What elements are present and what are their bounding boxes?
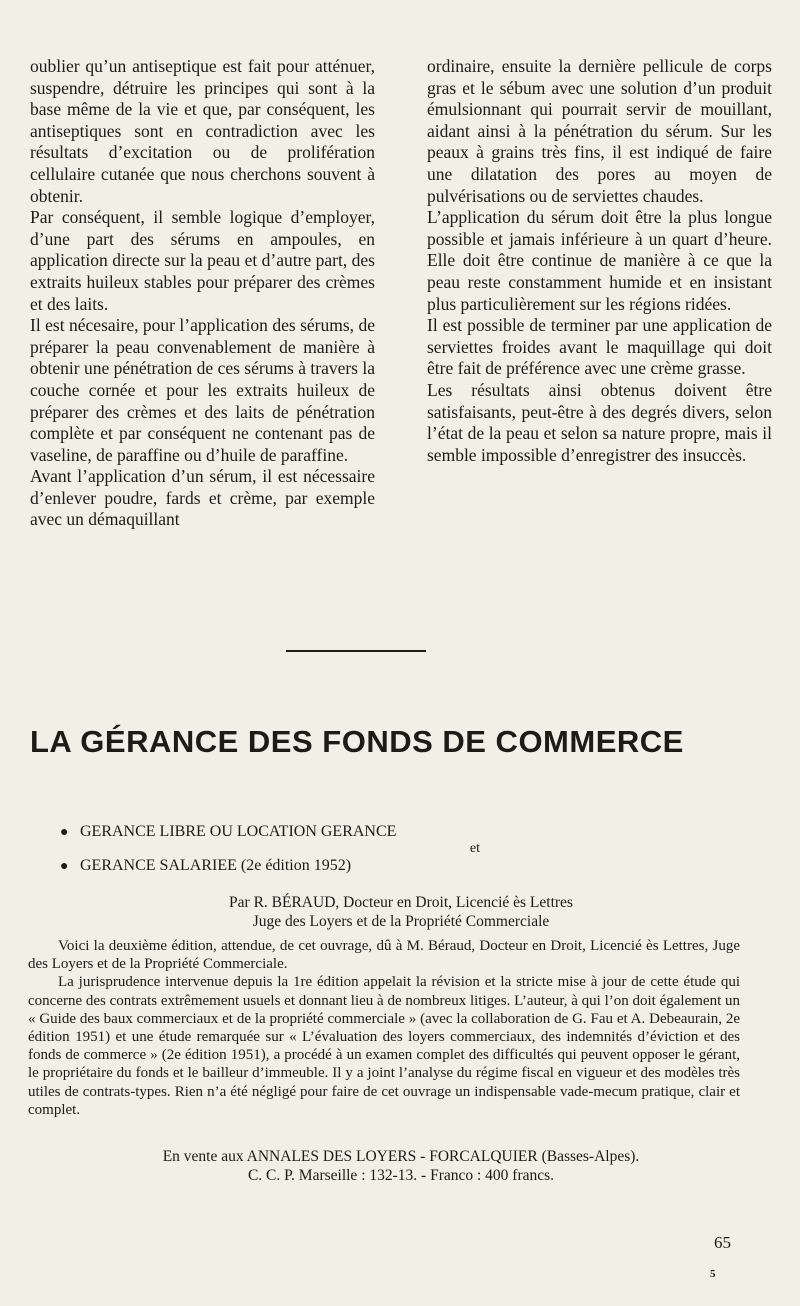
- section-divider: [286, 650, 426, 652]
- sale-line-1: En vente aux ANNALES DES LOYERS - FORCALQUIER (Basses-Alpes).: [162, 1148, 640, 1165]
- bullet-text-2: GERANCE SALARIEE (2e édition 1952): [80, 857, 352, 874]
- right-paragraph-4: Les résultats ainsi obtenus doivent être satisfaisants, peut-être à des degrés divers, selon l’état de la peau et selon sa nature propre, mais il semble impossible d’enregistrer des insuccès.: [427, 379, 772, 465]
- sale-info: [30, 1147, 772, 1185]
- author-line-1: Par R. BÉRAUD, Docteur en Droit, Licencié ès Lettres: [229, 894, 573, 911]
- right-column: [427, 56, 772, 531]
- left-paragraph-2: Par conséquent, il semble logique d’employer, d’une part des sérums en ampoules, en application directe sur la peau et d’autre part, des extraits huileux stables pour préparer des crèmes et des laits.: [30, 207, 375, 314]
- right-paragraph-2: L’application du sérum doit être la plus longue possible et jamais inférieure à un quart d’heure. Elle doit être continue de manière à ce que la peau reste constamment humide et en insistant plus particulièrement sur les régions ridées.: [427, 207, 772, 314]
- author-line-2: Juge des Loyers et de la Propriété Commerciale: [252, 913, 550, 930]
- bullet-icon: ●: [60, 825, 69, 840]
- bullet-text-1: GERANCE LIBRE OU LOCATION GERANCE: [80, 823, 397, 840]
- conjunction-et: et: [469, 841, 480, 856]
- page-number: 65: [714, 1233, 731, 1252]
- left-paragraph-3: Il est nécesaire, pour l’application des sérums, de préparer la peau convenablement de manière à obtenir une pénétration de ces sérums à travers la couche cornée et pour les extraits huileux de préparer des crèmes et des laits de pénétration complète et par conséquent ne contenant pas de vaseline, de paraffine ou d’huile de paraffine.: [30, 315, 376, 465]
- review-body: [28, 937, 740, 1119]
- review-paragraph-1: Voici la deuxième édition, attendue, de cet ouvrage, dû à M. Béraud, Docteur en Droit, Licencié ès Lettres, Juge des Loyers et de la Propriété Commerciale.: [28, 938, 740, 973]
- signature-mark: 5: [710, 1268, 716, 1280]
- two-column-article: [30, 56, 772, 531]
- review-title: LA GÉRANCE DES FONDS DE COMMERCE: [30, 724, 684, 759]
- list-item: [60, 856, 740, 876]
- left-paragraph-4: Avant l’application d’un sérum, il est nécessaire d’enlever poudre, fards et crème, par exemple avec un démaquillant: [30, 466, 375, 530]
- sale-line-2: C. C. P. Marseille : 132-13. - Franco : 400 francs.: [247, 1167, 555, 1184]
- bullet-icon: ●: [60, 859, 69, 874]
- author-block: [30, 893, 772, 931]
- list-item: [60, 822, 740, 842]
- right-paragraph-3: Il est possible de terminer par une application de serviettes froides avant le maquillage qui doit être fait de préférence avec une crème grasse.: [427, 315, 772, 379]
- right-paragraph-1: ordinaire, ensuite la dernière pellicule de corps gras et le sébum avec une solution d’un produit émulsionnant qui pourrait servir de mouillant, aidant ainsi à la pénétration du sérum. Sur les peaux à grains très fins, il est indiqué de faire une dilatation des pores au moyen de pulvérisations ou de serviettes chaudes.: [427, 56, 772, 206]
- left-paragraph-1: oublier qu’un antiseptique est fait pour atténuer, suspendre, détruire les principes qui sont à la base même de la vie et que, par conséquent, les antiseptiques sont en contradiction avec les résultats d’excitation ou de prolifération cellulaire cutanée que nous cherchons souvent à obtenir.: [30, 56, 375, 206]
- review-paragraph-2: La jurisprudence intervenue depuis la 1re édition appelait la révision et la stricte mise à jour de cette étude qui concerne des contrats extrêmement usuels et donnant lieu à de nombreux litiges. L’auteur, à qui l’on doit également un « Guide des baux commerciaux et de la propriété commerciale » (avec la collaboration de G. Fau et A. Debeaurain, 2e édition 1951) et une étude remarquée sur « L’évaluation des loyers commerciaux, des indemnités d’éviction et des fonds de commerce » (2e édition 1951), a procédé à un examen complet des difficultés qui peuvent opposer le gérant, le propriétaire du fonds et le bailleur d’immeuble. Il y a joint l’analyse du régime fiscal en vigueur et des modèles très utiles de contrats-types. Rien n’a été négligé pour faire de cet ouvrage un indispensable vade-mecum pratique, clair et complet.: [28, 974, 740, 1118]
- edition-list: [60, 822, 740, 876]
- left-column: [30, 56, 375, 531]
